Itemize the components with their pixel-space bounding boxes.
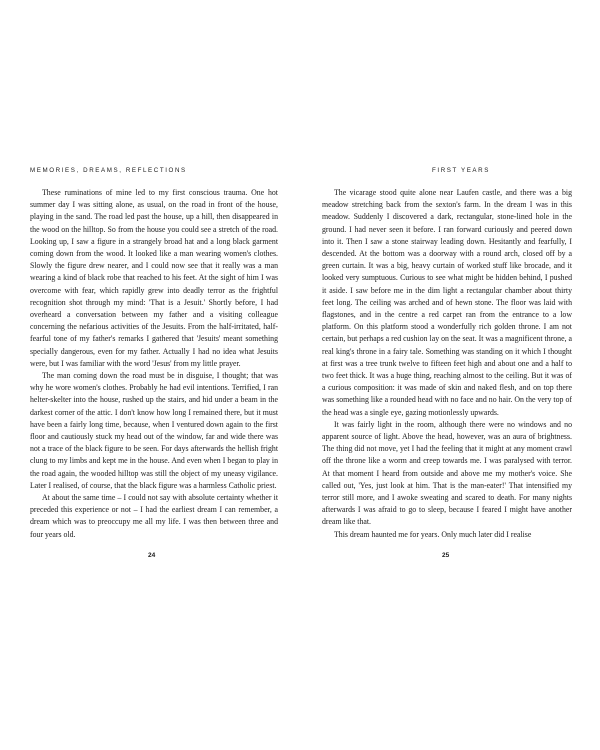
paragraph: It was fairly light in the room, although there were no windows and no apparent source of light. Above the head, however, was an aura of brightness. The thing did not move, yet I had the feeling that it might at any moment crawl off the throne like a worm and creep towards me. I was paralysed with terror. At that moment I heard from outside and above me my mother's voice. She called out, 'Yes, just look at him. That is the man-eater!' That intensified my terror still more, and I awoke sweating and scared to death. For many nights afterwards I was afraid to go to sleep, because I feared I might have another dream like that. [322,419,572,527]
paragraph: At about the same time – I could not say with absolute certainty whether it preceded this experience or not – I had the earliest dream I can remember, a dream which was to preoccupy me all my life. I was then between three and four years old. [30,493,278,539]
paragraph: These ruminations of mine led to my first conscious trauma. One hot summer day I was sitting alone, as usual, on the road in front of the house, playing in the sand. The road led past the house, up a hill, then disappeared in the wood on the hilltop. So from the house you could see a stretch of the road. Looking up, I saw a figure in a strangely broad hat and a long black garment coming down from the wood. It looked like a man wearing women's clothes. Slowly the figure drew nearer, and I could now see that it really was a man wearing a kind of black robe that reached to his feet. At the sight of him I was overcome with fear, which rapidly grew into deadly terror as the frightful recognition shot through my mind: 'That is a Jesuit.' Shortly before, I had overheard a conversation between my father and a visiting colleague concerning the nefarious activities of the Jesuits. From the half-irritated, half-fearful tone of my father's remarks I gathered that 'Jesuits' meant something specially dangerous, even for my father. Actually I had no idea what Jesuits were, but I was familiar with the word 'Jesus' from my little prayer. [30,188,278,368]
paragraph: The vicarage stood quite alone near Laufen castle, and there was a big meadow stretching back from the sexton's farm. In the dream I was in this meadow. Suddenly I discovered a dark, rectangular, stone-lined hole in the ground. I had never seen it before. I ran forward curiously and peered down into it. Then I saw a stone stairway leading down. Hesitantly and fearfully, I descended. At the bottom was a doorway with a round arch, closed off by a green curtain. It was a big, heavy curtain of worked stuff like brocade, and it looked very sumptuous. Curious to see what might be hidden behind, I pushed it aside. I saw before me in the dim light a rectangular chamber about thirty feet long. The ceiling was arched and of hewn stone. The floor was laid with flagstones, and in the centre a red carpet ran from the entrance to a low platform. On this platform stood a wonderfully rich golden throne. I am not certain, but perhaps a red cushion lay on the seat. It was a magnificent throne, a real king's throne in a fairy tale. Something was standing on it which I thought at first was a tree trunk twelve to fifteen feet high and about one and a half to two feet thick. It was a huge thing, reaching almost to the ceiling. But it was of a curious composition: it was made of skin and naked flesh, and on top there was something like a rounded head with no face and no hair. On the very top of the head was a single eye, gazing motionlessly upwards. [322,188,572,417]
page-number: 24 [148,552,156,559]
body-text [322,187,572,541]
page-number: 25 [442,552,450,559]
right-page [300,0,600,750]
running-head: MEMORIES, DREAMS, REFLECTIONS [30,167,187,174]
running-head: FIRST YEARS [432,167,490,174]
paragraph: The man coming down the road must be in disguise, I thought; that was why he wore women's clothes. Probably he had evil intentions. Terrified, I ran helter-skelter into the house, rushed up the stairs, and hid under a beam in the darkest corner of the attic. I don't know how long I remained there, but it must have been a fairly long time, because, when I ventured down again to the first floor and cautiously stuck my head out of the window, far and wide there was not a trace of the black figure to be seen. For days afterwards the hellish fright clung to my limbs and kept me in the house. And even when I began to play in the road again, the wooded hilltop was still the object of my uneasy vigilance. Later I realised, of course, that the black figure was a harmless Catholic priest. [30,371,278,490]
body-text [30,187,278,541]
paragraph: This dream haunted me for years. Only much later did I realise [334,529,532,539]
